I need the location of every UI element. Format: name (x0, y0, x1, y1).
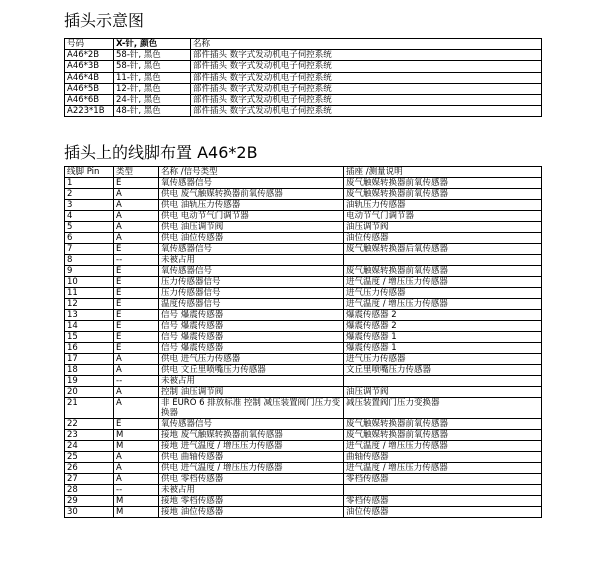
cell-signal-name: 氧传感器信号 (159, 178, 344, 189)
cell-signal-name: 供电 电动节气门调节器 (159, 211, 344, 222)
table-row (65, 255, 542, 266)
cell-type: A (114, 211, 159, 222)
cell-pin: 20 (65, 387, 114, 398)
cell-measurement: 废气触媒转换器后氧传感器 (344, 244, 542, 255)
cell-pin: 19 (65, 376, 114, 387)
table-row (65, 310, 542, 321)
cell-signal-name: 接地 进气温度 / 增压压力传感器 (159, 441, 344, 452)
cell-measurement: 油位传感器 (344, 233, 542, 244)
cell-pin: 29 (65, 496, 114, 507)
cell-pins-color: 58-针, 黑色 (114, 50, 191, 61)
cell-signal-name: 压力传感器信号 (159, 288, 344, 299)
cell-pin: 7 (65, 244, 114, 255)
cell-measurement: 进气压力传感器 (344, 354, 542, 365)
cell-measurement: 曲轴传感器 (344, 452, 542, 463)
cell-signal-name: 接地 油位传感器 (159, 507, 344, 518)
table-row (65, 222, 542, 233)
table-row (65, 321, 542, 332)
cell-pin: 2 (65, 189, 114, 200)
cell-measurement: 废气触媒转换器前氧传感器 (344, 430, 542, 441)
cell-pin: 12 (65, 299, 114, 310)
cell-type: A (114, 474, 159, 485)
cell-measurement (344, 255, 542, 266)
table-row (65, 61, 542, 72)
table-row (65, 288, 542, 299)
table-row (65, 233, 542, 244)
table-row (65, 485, 542, 496)
table-row (65, 211, 542, 222)
pin-table (64, 166, 542, 518)
cell-signal-name: 压力传感器信号 (159, 277, 344, 288)
cell-type: A (114, 222, 159, 233)
cell-measurement: 进气温度 / 增压压力传感器 (344, 463, 542, 474)
cell-name: 部件插头 数字式发动机电子伺控系统 (191, 50, 542, 61)
cell-name: 部件插头 数字式发动机电子伺控系统 (191, 106, 542, 117)
cell-pin: 4 (65, 211, 114, 222)
cell-pin: 23 (65, 430, 114, 441)
cell-pin: 28 (65, 485, 114, 496)
cell-type: E (114, 244, 159, 255)
cell-pin: 26 (65, 463, 114, 474)
cell-pins-color: 11-针, 黑色 (114, 72, 191, 83)
cell-type: A (114, 200, 159, 211)
cell-signal-name: 未被占用 (159, 376, 344, 387)
cell-signal-name: 氧传感器信号 (159, 266, 344, 277)
cell-signal-name: 信号 爆震传感器 (159, 332, 344, 343)
table-row (65, 365, 542, 376)
cell-signal-name: 供电 进气温度 / 增压压力传感器 (159, 463, 344, 474)
cell-pins-color: 12-针, 黑色 (114, 83, 191, 94)
cell-signal-name: 非 EURO 6 排放标准 控制 减压装置阀门压力变换器 (159, 398, 344, 419)
cell-pin: 14 (65, 321, 114, 332)
cell-measurement: 废气触媒转换器前氧传感器 (344, 178, 542, 189)
cell-pin: 9 (65, 266, 114, 277)
cell-signal-name: 未被占用 (159, 485, 344, 496)
table-row (65, 332, 542, 343)
cell-measurement: 文丘里喷嘴压力传感器 (344, 365, 542, 376)
cell-signal-name: 温度传感器信号 (159, 299, 344, 310)
cell-type: -- (114, 376, 159, 387)
table-row (65, 189, 542, 200)
table-row (65, 430, 542, 441)
cell-pin: 5 (65, 222, 114, 233)
cell-measurement: 废气触媒转换器前氧传感器 (344, 266, 542, 277)
cell-signal-name: 供电 零档传感器 (159, 474, 344, 485)
cell-signal-name: 信号 爆震传感器 (159, 321, 344, 332)
cell-measurement: 废气触媒转换器前氧传感器 (344, 419, 542, 430)
cell-pin: 17 (65, 354, 114, 365)
header-name: 名称 (191, 39, 542, 50)
cell-measurement: 废气触媒转换器前氧传感器 (344, 189, 542, 200)
cell-measurement (344, 485, 542, 496)
cell-signal-name: 接地 废气触媒转换器前氧传感器 (159, 430, 344, 441)
cell-measurement: 爆震传感器 2 (344, 310, 542, 321)
header-pin: 线脚 Pin (65, 167, 114, 178)
cell-signal-name: 供电 油位传感器 (159, 233, 344, 244)
cell-signal-name: 供电 进气压力传感器 (159, 354, 344, 365)
cell-type: A (114, 398, 159, 419)
table-row (65, 354, 542, 365)
cell-signal-name: 供电 文丘里喷嘴压力传感器 (159, 365, 344, 376)
table-row (65, 72, 542, 83)
cell-pin: 30 (65, 507, 114, 518)
cell-type: E (114, 178, 159, 189)
table-row (65, 398, 542, 419)
cell-name: 部件插头 数字式发动机电子伺控系统 (191, 72, 542, 83)
cell-signal-name: 供电 废气触媒转换器前氧传感器 (159, 189, 344, 200)
table-row (65, 178, 542, 189)
cell-pin: 21 (65, 398, 114, 419)
cell-pin: 18 (65, 365, 114, 376)
cell-signal-name: 供电 油压调节阀 (159, 222, 344, 233)
cell-measurement: 油位传感器 (344, 507, 542, 518)
cell-pin: 11 (65, 288, 114, 299)
cell-name: 部件插头 数字式发动机电子伺控系统 (191, 83, 542, 94)
cell-type: E (114, 288, 159, 299)
cell-signal-name: 供电 曲轴传感器 (159, 452, 344, 463)
table-row (65, 277, 542, 288)
connector-table (64, 38, 542, 117)
table-row (65, 376, 542, 387)
cell-signal-name: 控制 油压调节阀 (159, 387, 344, 398)
table-row (65, 200, 542, 211)
cell-type: E (114, 277, 159, 288)
table-row (65, 50, 542, 61)
cell-signal-name: 氧传感器信号 (159, 244, 344, 255)
cell-type: M (114, 496, 159, 507)
cell-type: -- (114, 485, 159, 496)
cell-type: A (114, 233, 159, 244)
cell-number: A46*5B (65, 83, 114, 94)
cell-type: A (114, 387, 159, 398)
cell-number: A223*1B (65, 106, 114, 117)
cell-type: M (114, 441, 159, 452)
cell-type: A (114, 365, 159, 376)
cell-measurement: 油轨压力传感器 (344, 200, 542, 211)
cell-type: E (114, 321, 159, 332)
cell-measurement: 减压装置阀门压力变换器 (344, 398, 542, 419)
cell-pin: 13 (65, 310, 114, 321)
cell-signal-name: 供电 油轨压力传感器 (159, 200, 344, 211)
cell-pin: 8 (65, 255, 114, 266)
cell-pin: 16 (65, 343, 114, 354)
cell-pin: 22 (65, 419, 114, 430)
cell-number: A46*3B (65, 61, 114, 72)
cell-pins-color: 58-针, 黑色 (114, 61, 191, 72)
cell-pin: 6 (65, 233, 114, 244)
cell-pin: 3 (65, 200, 114, 211)
cell-measurement: 进气温度 / 增压压力传感器 (344, 277, 542, 288)
table-row (65, 343, 542, 354)
cell-type: -- (114, 255, 159, 266)
header-type: 类型 (114, 167, 159, 178)
cell-type: E (114, 332, 159, 343)
page-title: 插头示意图 (64, 11, 145, 30)
table-row (65, 94, 542, 105)
table-row (65, 266, 542, 277)
cell-number: A46*6B (65, 94, 114, 105)
cell-measurement: 零档传感器 (344, 474, 542, 485)
table-row (65, 244, 542, 255)
cell-measurement (344, 376, 542, 387)
header-pins-color: X-针, 颜色 (114, 39, 191, 50)
cell-signal-name: 信号 爆震传感器 (159, 310, 344, 321)
table-row (65, 463, 542, 474)
cell-measurement: 进气温度 / 增压压力传感器 (344, 441, 542, 452)
cell-type: A (114, 463, 159, 474)
cell-number: A46*2B (65, 50, 114, 61)
cell-name: 部件插头 数字式发动机电子伺控系统 (191, 94, 542, 105)
cell-pin: 24 (65, 441, 114, 452)
table-row (65, 474, 542, 485)
cell-signal-name: 接地 零档传感器 (159, 496, 344, 507)
cell-measurement: 爆震传感器 1 (344, 332, 542, 343)
cell-signal-name: 氧传感器信号 (159, 419, 344, 430)
table-header-row (65, 39, 542, 50)
section-title: 插头上的线脚布置 A46*2B (64, 143, 258, 162)
cell-measurement: 电动节气门调节器 (344, 211, 542, 222)
table-header-row (65, 167, 542, 178)
table-row (65, 299, 542, 310)
cell-pins-color: 48-针, 黑色 (114, 106, 191, 117)
table-row (65, 452, 542, 463)
table-row (65, 496, 542, 507)
cell-measurement: 爆震传感器 1 (344, 343, 542, 354)
cell-type: A (114, 452, 159, 463)
cell-signal-name: 未被占用 (159, 255, 344, 266)
cell-pin: 10 (65, 277, 114, 288)
header-signal-name: 名称 /信号类型 (159, 167, 344, 178)
cell-type: M (114, 507, 159, 518)
table-row (65, 507, 542, 518)
table-row (65, 419, 542, 430)
cell-pin: 15 (65, 332, 114, 343)
cell-name: 部件插头 数字式发动机电子伺控系统 (191, 61, 542, 72)
cell-measurement: 爆震传感器 2 (344, 321, 542, 332)
cell-measurement: 油压调节阀 (344, 222, 542, 233)
cell-type: E (114, 419, 159, 430)
cell-type: A (114, 189, 159, 200)
cell-type: A (114, 354, 159, 365)
cell-pin: 1 (65, 178, 114, 189)
cell-type: E (114, 310, 159, 321)
cell-measurement: 进气温度 / 增压压力传感器 (344, 299, 542, 310)
cell-pin: 27 (65, 474, 114, 485)
cell-type: E (114, 343, 159, 354)
table-row (65, 83, 542, 94)
cell-type: E (114, 266, 159, 277)
cell-type: M (114, 430, 159, 441)
table-row (65, 387, 542, 398)
cell-measurement: 油压调节阀 (344, 387, 542, 398)
cell-signal-name: 信号 爆震传感器 (159, 343, 344, 354)
cell-measurement: 零档传感器 (344, 496, 542, 507)
cell-number: A46*4B (65, 72, 114, 83)
table-row (65, 106, 542, 117)
cell-pins-color: 24-针, 黑色 (114, 94, 191, 105)
table-row (65, 441, 542, 452)
header-number: 号码 (65, 39, 114, 50)
cell-pin: 25 (65, 452, 114, 463)
header-measurement: 插座 /测量说明 (344, 167, 542, 178)
cell-measurement: 进气压力传感器 (344, 288, 542, 299)
cell-type: E (114, 299, 159, 310)
